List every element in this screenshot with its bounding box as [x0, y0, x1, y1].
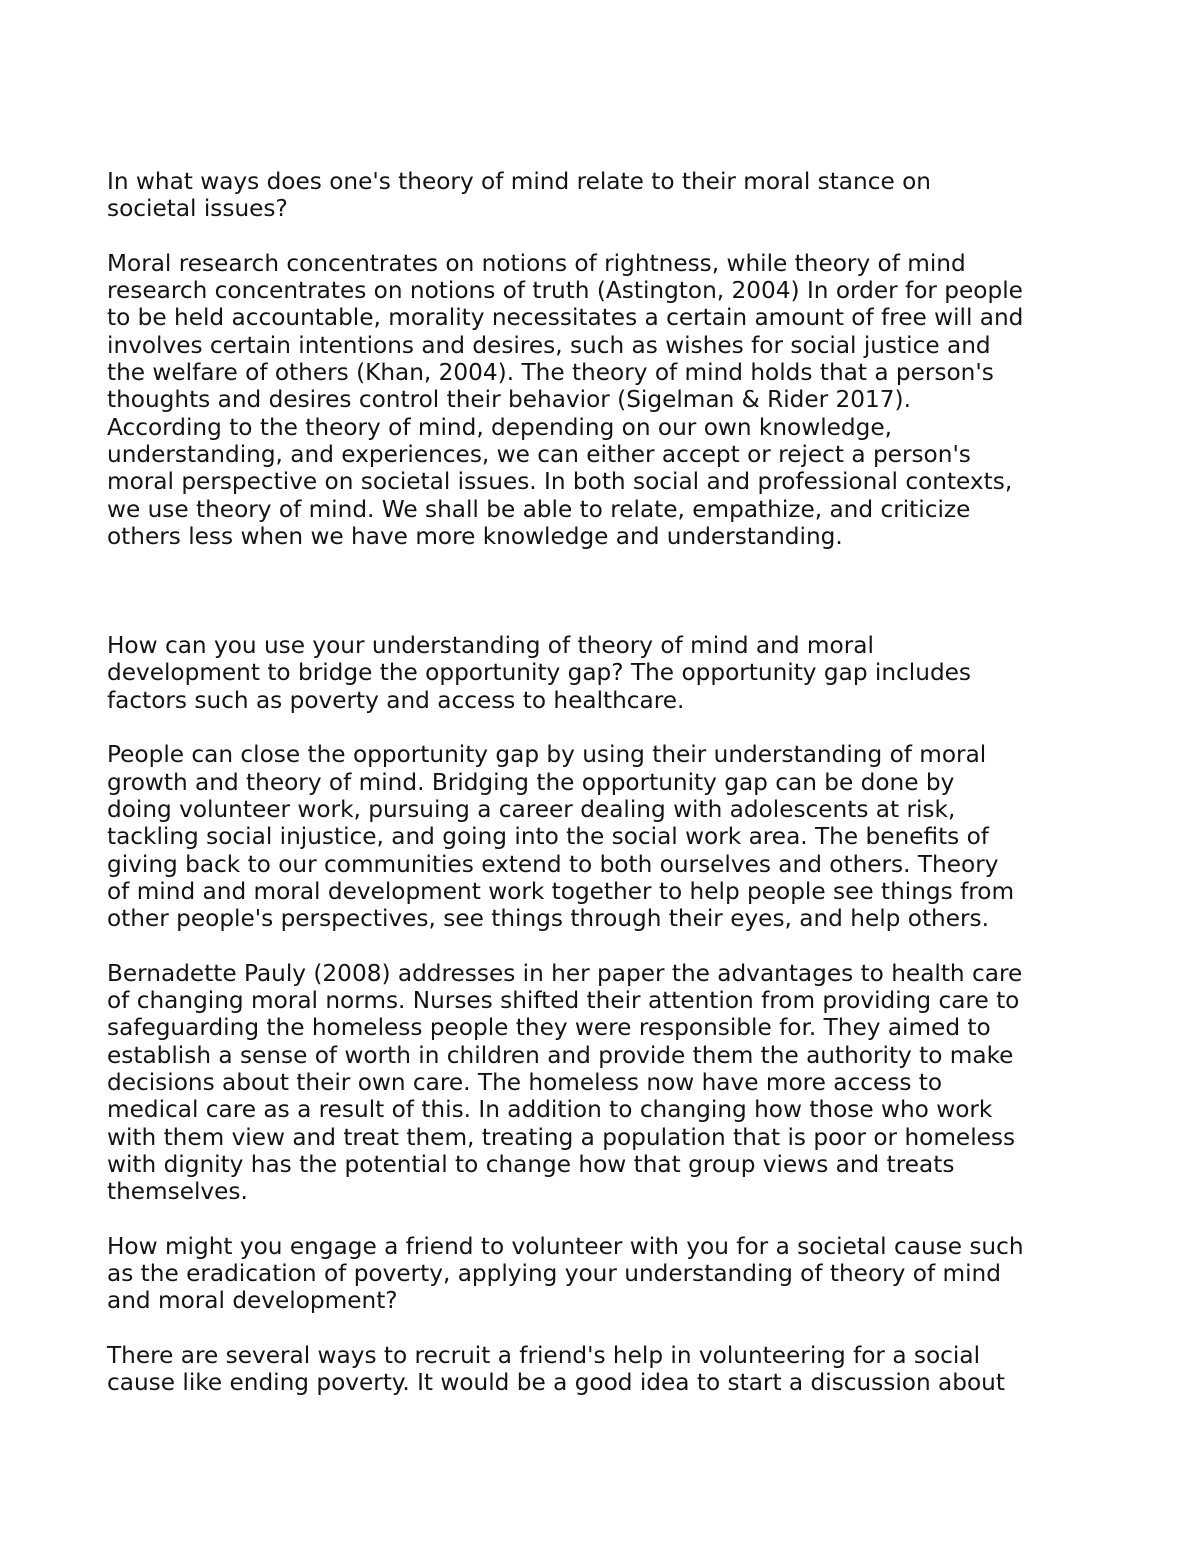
text-line: as the eradication of poverty, applying your understanding of theory of mind [107, 1259, 1001, 1287]
paragraph-spacer [107, 1315, 1097, 1342]
text-line: growth and theory of mind. Bridging the opportunity gap can be done by [107, 768, 955, 796]
text-line: Bernadette Pauly (2008) addresses in her paper the advantages to health care [107, 959, 1023, 987]
answer-1 [107, 250, 1097, 550]
text-line: There are several ways to recruit a friend's help in volunteering for a social [107, 1341, 981, 1369]
text-line: doing volunteer work, pursuing a career dealing with adolescents at risk, [107, 795, 956, 823]
text-line: involves certain intentions and desires, such as wishes for social justice and [107, 331, 991, 359]
text-line: tackling social injustice, and going into the social work area. The benefits of [107, 823, 989, 851]
text-line: and moral development? [107, 1287, 398, 1315]
text-line: giving back to our communities extend to both ourselves and others. Theory [107, 850, 999, 878]
text-line: of mind and moral development work together to help people see things from [107, 877, 1015, 905]
question-3 [107, 1233, 1097, 1315]
paragraph-spacer [107, 714, 1097, 741]
text-line: others less when we have more knowledge and understanding. [107, 522, 843, 550]
paragraph-spacer [107, 932, 1097, 959]
text-line: development to bridge the opportunity gap? The opportunity gap includes [107, 659, 972, 687]
text-line: According to the theory of mind, depending on our own knowledge, [107, 413, 892, 441]
text-line: the welfare of others (Khan, 2004). The theory of mind holds that a person's [107, 359, 994, 387]
paragraph-spacer [107, 1205, 1097, 1232]
text-line: People can close the opportunity gap by using their understanding of moral [107, 741, 987, 769]
answer-2 [107, 741, 1097, 932]
text-line: societal issues? [107, 195, 288, 223]
text-line: other people's perspectives, see things through their eyes, and help others. [107, 905, 989, 933]
text-line: Moral research concentrates on notions of rightness, while theory of mind [107, 249, 966, 277]
paragraph-spacer [107, 223, 1097, 250]
text-line: cause like ending poverty. It would be a good idea to start a discussion about [107, 1369, 1005, 1397]
text-line: understanding, and experiences, we can either accept or reject a person's [107, 440, 971, 468]
text-line: research concentrates on notions of truth (Astington, 2004) In order for people [107, 277, 1023, 305]
text-line: establish a sense of worth in children and provide them the authority to make [107, 1041, 1014, 1069]
text-line: with dignity has the potential to change how that group views and treats [107, 1150, 955, 1178]
text-line: we use theory of mind. We shall be able to relate, empathize, and criticize [107, 495, 971, 523]
section-spacer [107, 550, 1097, 632]
text-line: How can you use your understanding of theory of mind and moral [107, 632, 874, 660]
answer-4 [107, 1342, 1097, 1397]
text-line: themselves. [107, 1178, 248, 1206]
answer-3 [107, 960, 1097, 1206]
text-line: decisions about their own care. The homeless now have more access to [107, 1068, 943, 1096]
text-line: How might you engage a friend to volunteer with you for a societal cause such [107, 1232, 1024, 1260]
document-body [107, 168, 1097, 1396]
text-line: moral perspective on societal issues. In both social and professional contexts, [107, 468, 1013, 496]
text-line: to be held accountable, morality necessitates a certain amount of free will and [107, 304, 1024, 332]
text-line: medical care as a result of this. In addition to changing how those who work [107, 1096, 993, 1124]
text-line: thoughts and desires control their behavior (Sigelman & Rider 2017). [107, 386, 911, 414]
question-1 [107, 168, 1097, 223]
text-line: with them view and treat them, treating a population that is poor or homeless [107, 1123, 1016, 1151]
question-2 [107, 632, 1097, 714]
text-line: of changing moral norms. Nurses shifted their attention from providing care to [107, 987, 1020, 1015]
text-line: factors such as poverty and access to healthcare. [107, 686, 685, 714]
text-line: In what ways does one's theory of mind relate to their moral stance on [107, 168, 931, 195]
text-line: safeguarding the homeless people they were responsible for. They aimed to [107, 1014, 991, 1042]
